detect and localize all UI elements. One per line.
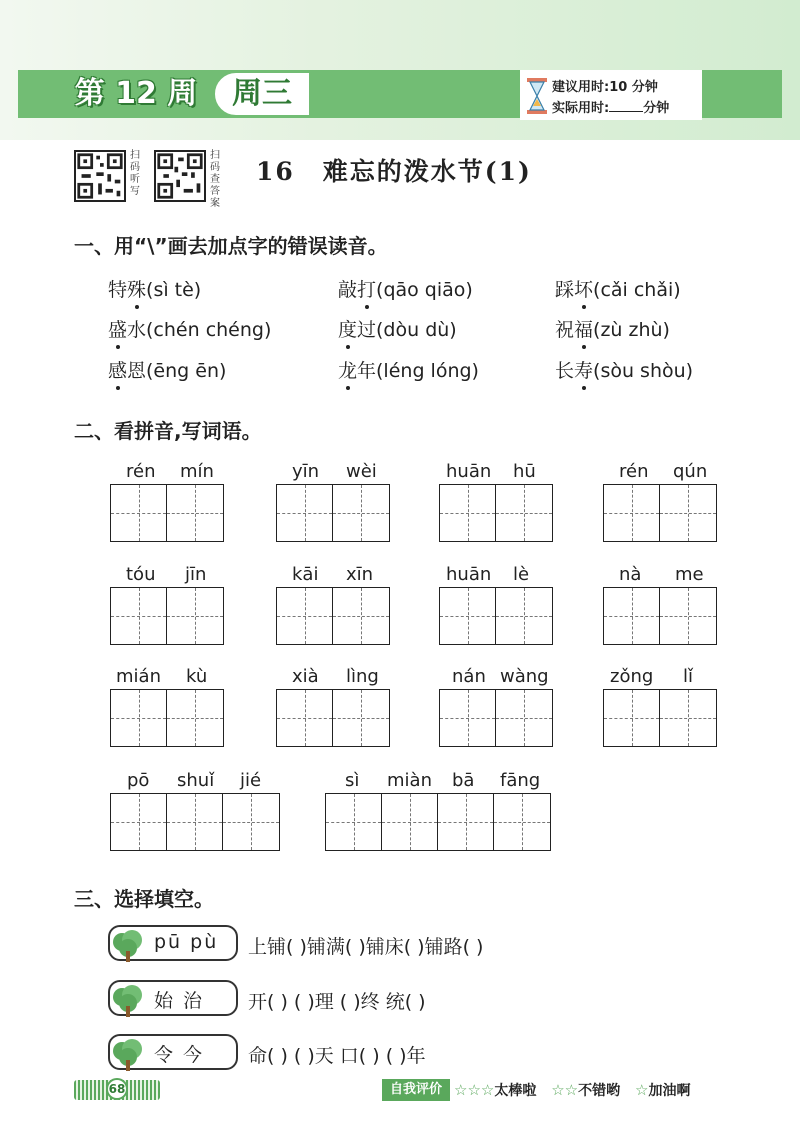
pinyin: sì — [345, 770, 360, 791]
writing-grid[interactable] — [110, 689, 224, 747]
section1-heading: 一、用“\”画去加点字的错误读音。 — [74, 234, 388, 258]
qr-code-dictation[interactable] — [74, 150, 126, 202]
fill-blank-row[interactable]: 开( ) ( )理 ( )终 统( ) — [248, 991, 426, 1013]
qr-code-answers[interactable] — [154, 150, 206, 202]
writing-grid[interactable] — [325, 793, 551, 851]
pinyin: xīn — [346, 564, 374, 585]
pinyin: nán — [452, 666, 486, 687]
pinyin: bā — [452, 770, 475, 791]
pinyin: fāng — [500, 770, 541, 791]
word-item[interactable]: 特殊(sì tè) — [108, 275, 201, 302]
pinyin: rén — [126, 461, 156, 482]
choice-options: pū pù — [154, 931, 219, 953]
pinyin: mián — [116, 666, 161, 687]
fill-blank-row[interactable]: 命( ) ( )天 口( ) ( )年 — [248, 1045, 426, 1067]
star-icon[interactable]: ☆☆☆ — [454, 1081, 495, 1099]
pinyin: pō — [127, 770, 150, 791]
pinyin: lǐ — [683, 666, 694, 687]
word-item[interactable]: 长寿(sòu shòu) — [555, 356, 693, 383]
pinyin: miàn — [387, 770, 432, 791]
pinyin: hū — [513, 461, 536, 482]
writing-grid[interactable] — [603, 689, 717, 747]
hourglass-icon — [526, 78, 548, 114]
pinyin: wàng — [500, 666, 549, 687]
choice-box — [108, 925, 238, 961]
pinyin: tóu — [126, 564, 156, 585]
rating-good: 不错哟 — [578, 1083, 621, 1099]
pinyin: jīn — [185, 564, 207, 585]
writing-grid[interactable] — [439, 484, 553, 542]
writing-grid[interactable] — [110, 587, 224, 645]
word-item[interactable]: 踩坏(cǎi chǎi) — [555, 275, 681, 302]
writing-grid[interactable] — [603, 587, 717, 645]
pinyin: huān — [446, 564, 492, 585]
pinyin: kāi — [292, 564, 319, 585]
week-label: 第 12 周 — [62, 72, 210, 116]
word-item[interactable]: 感恩(ēng ēn) — [108, 356, 226, 383]
writing-grid[interactable] — [439, 587, 553, 645]
time-box — [520, 70, 702, 120]
fill-blank-row[interactable]: 上铺( )铺满( )铺床( )铺路( ) — [248, 936, 484, 958]
section3-heading: 三、选择填空。 — [74, 887, 214, 911]
tree-icon — [110, 984, 146, 1018]
qr-dictation-label: 扫码听写 — [130, 150, 140, 197]
lesson-name: 难忘的泼水节(1) — [322, 157, 532, 186]
writing-grid[interactable] — [603, 484, 717, 542]
word-item[interactable]: 盛水(chén chéng) — [108, 315, 271, 342]
day-label: 周三 — [212, 70, 312, 118]
choice-box — [108, 980, 238, 1016]
tree-icon — [110, 1038, 146, 1072]
pinyin: qún — [673, 461, 708, 482]
star-icon[interactable]: ☆☆ — [551, 1081, 579, 1099]
pinyin: shuǐ — [177, 770, 215, 791]
pinyin: zǒng — [610, 666, 654, 687]
rating-keep: 加油啊 — [648, 1083, 691, 1099]
actual-time: 实际用时: 分钟 — [552, 101, 670, 116]
pinyin: nà — [619, 564, 642, 585]
qr-answers-label: 扫码查答案 — [210, 150, 220, 209]
writing-grid[interactable] — [276, 587, 390, 645]
pinyin: jié — [240, 770, 262, 791]
writing-grid[interactable] — [276, 689, 390, 747]
writing-grid[interactable] — [110, 793, 280, 851]
pinyin: kù — [186, 666, 208, 687]
word-item[interactable]: 度过(dòu dù) — [338, 315, 457, 342]
self-eval-label: 自我评价 — [382, 1079, 450, 1101]
word-item[interactable]: 祝福(zù zhù) — [555, 315, 670, 342]
choice-options: 令 今 — [154, 1044, 205, 1066]
page-number: 68 — [106, 1078, 128, 1100]
writing-grid[interactable] — [276, 484, 390, 542]
pinyin: lìng — [346, 666, 379, 687]
rating-great: 太棒啦 — [494, 1083, 537, 1099]
pinyin: mín — [180, 461, 214, 482]
star-icon[interactable]: ☆ — [635, 1081, 649, 1099]
choice-options: 始 治 — [154, 990, 205, 1012]
pinyin: yīn — [292, 461, 320, 482]
actual-time-blank[interactable] — [609, 100, 643, 112]
pinyin: me — [675, 564, 704, 585]
section2-heading: 二、看拼音,写词语。 — [74, 419, 262, 443]
tree-icon — [110, 929, 146, 963]
lesson-number: 16 — [256, 157, 295, 186]
word-item[interactable]: 龙年(léng lóng) — [338, 356, 479, 383]
choice-box — [108, 1034, 238, 1070]
word-item[interactable]: 敲打(qāo qiāo) — [338, 275, 473, 302]
pinyin: wèi — [346, 461, 377, 482]
pinyin: lè — [513, 564, 530, 585]
pinyin: xià — [292, 666, 319, 687]
pinyin: rén — [619, 461, 649, 482]
lesson-title — [256, 152, 532, 188]
pinyin: huān — [446, 461, 492, 482]
rating-options — [454, 1079, 700, 1102]
suggested-time: 建议用时:10 分钟 — [552, 80, 658, 95]
writing-grid[interactable] — [439, 689, 553, 747]
writing-grid[interactable] — [110, 484, 224, 542]
